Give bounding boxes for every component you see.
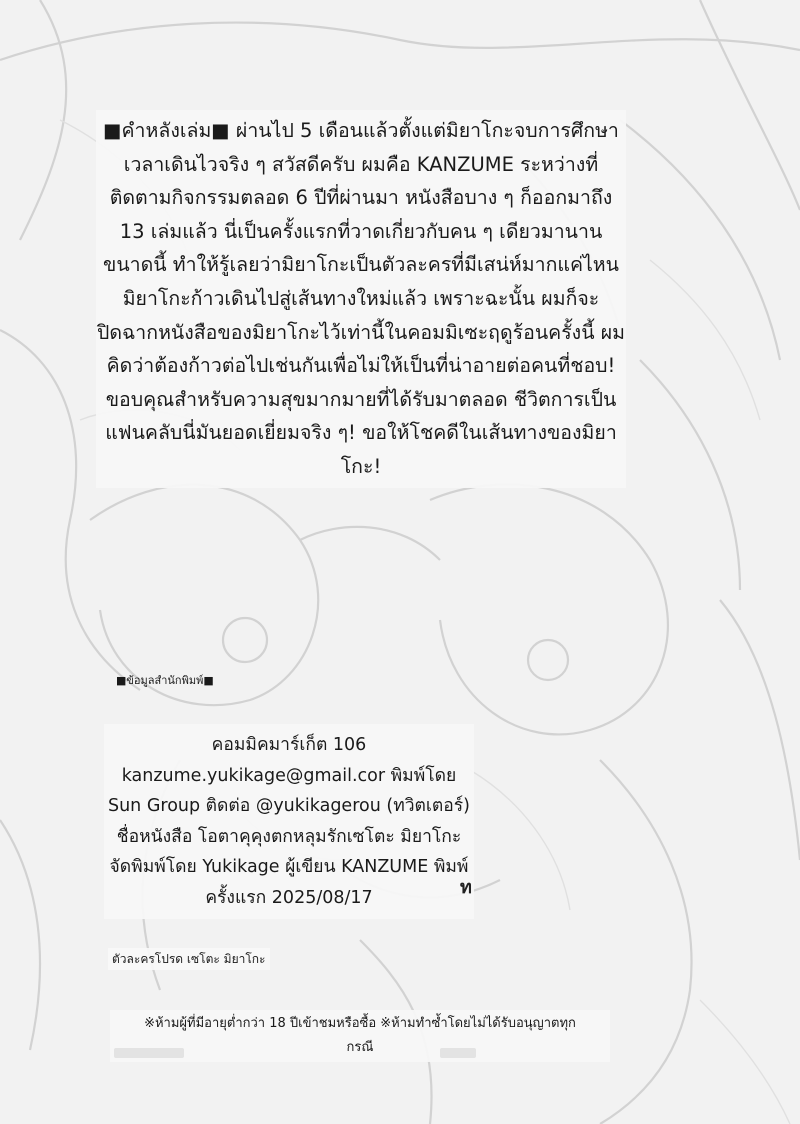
smudge-mark (114, 1048, 184, 1058)
age-warning-line-2: กรณี (346, 1040, 374, 1055)
favorite-characters: ตัวละครโปรด เซโตะ มิยาโกะ (108, 948, 270, 970)
publication-info-text: คอมมิคมาร์เก็ต 106 kanzume.yukikage@gmail.cor พิมพ์โดย Sun Group ติดต่อ @yukikagerou (ทวิตเตอร์) ชื่อหนังสือ โอตาคุคุงตกหลุมรักเซโตะ มิยาโกะ จัดพิมพ์โดย Yukikage ผู้เขียน KANZUME พิมพ์ครั้งแรก 2025/08/17 (107, 735, 471, 908)
age-warning-line-1: ※ห้ามผู้ที่มีอายุต่ำกว่า 18 ปีเข้าชมหรือซื้อ ※ห้ามทำซ้ำโดยไม่ได้รับอนุญาตทุก (144, 1016, 576, 1031)
age-warning-block (110, 1010, 610, 1062)
stray-glyph: ท (460, 877, 472, 898)
afterword-block (96, 110, 626, 488)
publication-info-block (104, 724, 474, 919)
smudge-mark (440, 1048, 476, 1058)
publication-info-heading: ■ข้อมูลสำนักพิมพ์■ (116, 674, 214, 687)
afterword-text: ■คำหลังเล่ม■ ผ่านไป 5 เดือนแล้วตั้งแต่มิยาโกะจบการศึกษา เวลาเดินไวจริง ๆ สวัสดีครับ ผมคือ KANZUME ระหว่างที่ติดตามกิจกรรมตลอด 6 ปีที่ผ่านมา หนังสือบาง ๆ ก็ออกมาถึง 13 เล่มแล้ว นี่เป็นครั้งแรกที่วาดเกี่ยวกับคน ๆ เดียวมานานขนาดนี้ ทำให้รู้เลยว่ามิยาโกะเป็นตัวละครที่มีเสน่ห์มากแค่ไหน มิยาโกะก้าวเดินไปสู่เส้นทางใหม่แล้ว เพราะฉะนั้น ผมก็จะปิดฉากหนังสือของมิยาโกะไว้เท่านี้ในคอมมิเซะฤดูร้อนครั้งนี้ ผมคิดว่าต้องก้าวต่อไปเช่นกันเพื่อไม่ให้เป็นที่น่าอายต่อคนที่ชอบ! ขอบคุณสำหรับความสุขมากมายที่ได้รับมาตลอด ชีวิตการเป็นแฟนคลับนี่มันยอดเยี่ยมจริง ๆ! ขอให้โชคดีในเส้นทางของมิยาโกะ! (96, 119, 626, 478)
